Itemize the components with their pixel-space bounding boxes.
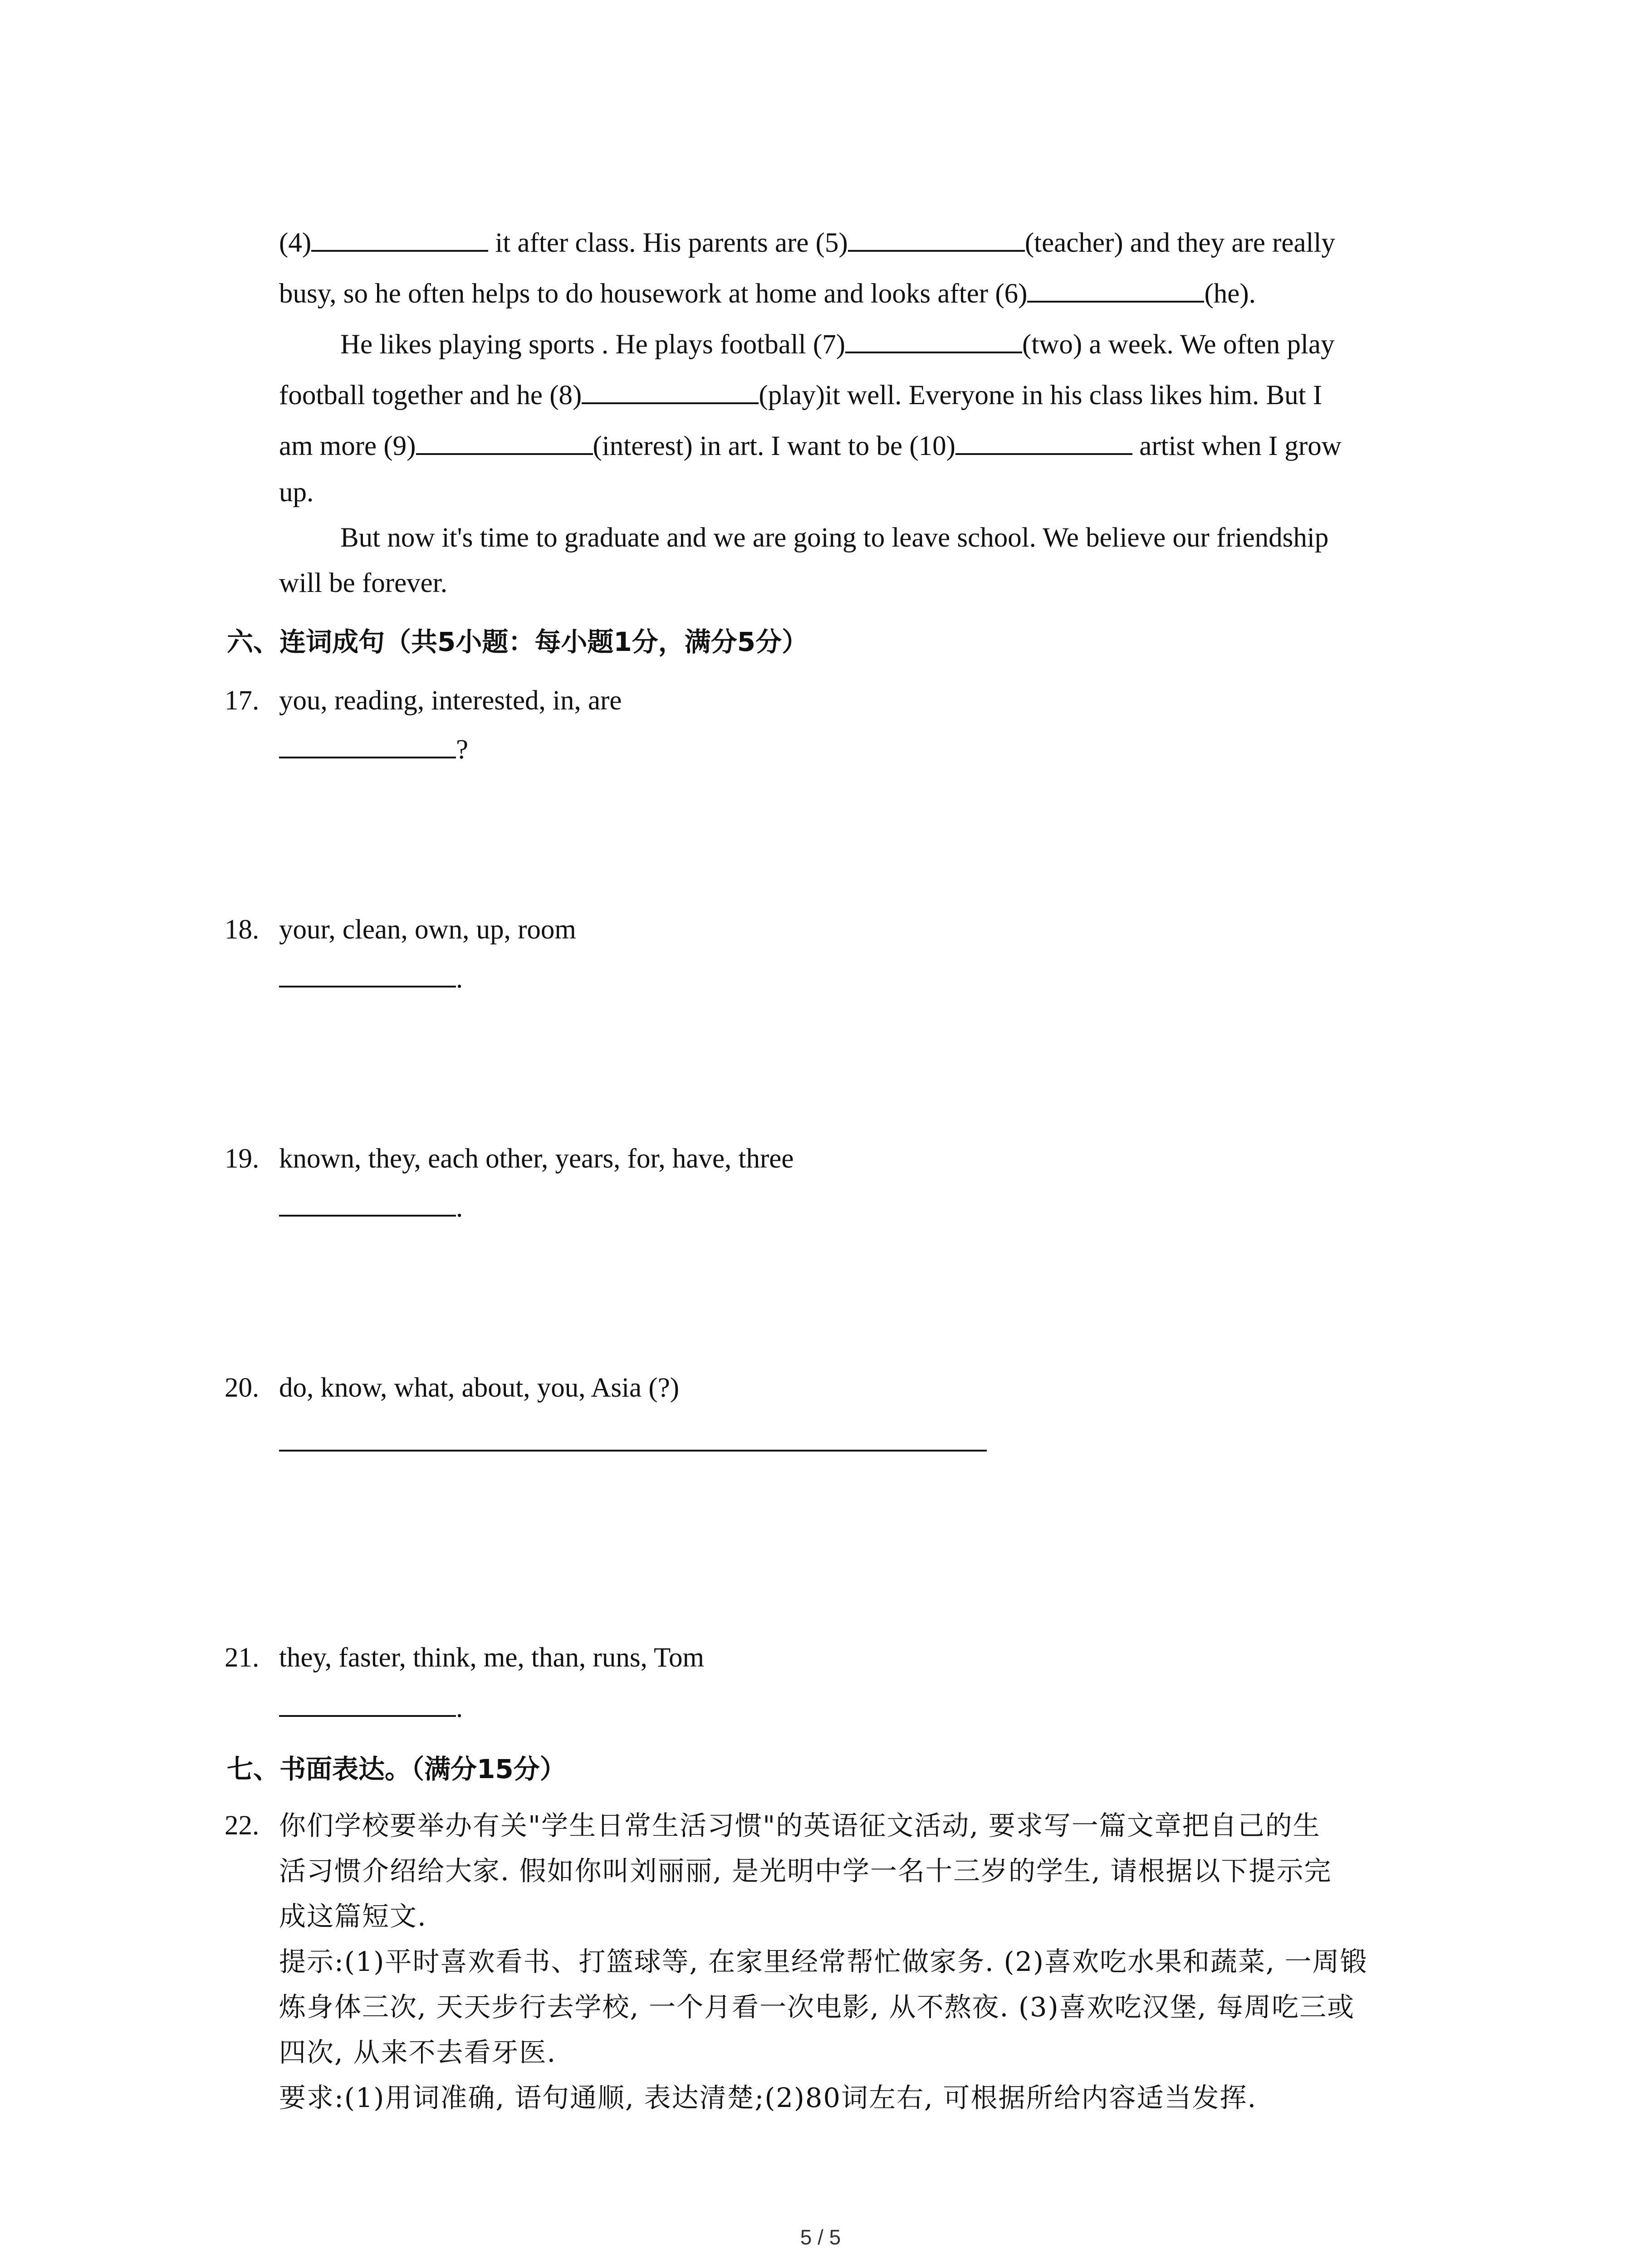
passage-text: (play)it well. Everyone in his class likes him. But I [759, 380, 1323, 411]
passage-line-6: up. [279, 477, 314, 508]
answer-end-mark: . [456, 963, 463, 994]
question-17-words: you, reading, interested, in, are [279, 685, 622, 716]
answer-blank-4[interactable] [311, 225, 488, 252]
passage-text: (teacher) and they are really [1024, 228, 1335, 258]
answer-blank-9[interactable] [416, 428, 593, 455]
passage-text: am more (9) [279, 431, 416, 461]
question-21-answer [279, 1690, 463, 1726]
question-number: 18. [225, 914, 260, 945]
answer-blank-5[interactable] [848, 225, 1025, 252]
passage-line-3 [340, 326, 1334, 363]
question-number: 22. [225, 1810, 260, 1841]
writing-hint-line: 四次, 从来不去看牙医. [279, 2037, 557, 2068]
passage-text: (interest) in art. I want to be (10) [593, 431, 955, 461]
passage-text: (4) [279, 228, 312, 258]
question-number: 20. [225, 1373, 260, 1403]
passage-line-2 [279, 275, 1256, 312]
question-number: 19. [225, 1144, 260, 1174]
passage-text: artist when I grow [1132, 431, 1342, 461]
writing-prompt-line: 成这篇短文. [279, 1901, 427, 1932]
passage-line-1 [279, 225, 1335, 261]
answer-blank-19[interactable] [279, 1189, 456, 1217]
answer-blank-20[interactable] [279, 1424, 987, 1452]
passage-text: busy, so he often helps to do housework at home and looks after (6) [279, 279, 1028, 309]
answer-blank-6[interactable] [1027, 275, 1204, 303]
question-21-words: they, faster, think, me, than, runs, Tom [279, 1642, 704, 1673]
passage-text: it after class. His parents are (5) [488, 228, 848, 258]
passage-line-8: will be forever. [279, 568, 447, 598]
answer-end-mark: . [456, 1693, 463, 1723]
answer-blank-8[interactable] [582, 377, 759, 404]
section-7-title: 七、书面表达。（满分15分） [227, 1754, 566, 1784]
writing-prompt-line: 活习惯介绍给大家. 假如你叫刘丽丽, 是光明中学一名十三岁的学生, 请根据以下提示完 [279, 1855, 1332, 1887]
passage-line-4 [279, 377, 1322, 414]
answer-blank-7[interactable] [845, 326, 1022, 353]
page-number: 5 / 5 [800, 2225, 841, 2249]
passage-line-7: But now it's time to graduate and we are going to leave school. We believe our friendship [340, 523, 1329, 553]
question-18-answer [279, 960, 463, 997]
writing-requirements-line: 要求:(1)用词准确, 语句通顺, 表达清楚;(2)80词左右, 可根据所给内容适当发挥. [279, 2082, 1257, 2113]
passage-text: (he). [1204, 279, 1256, 309]
passage-line-5 [279, 428, 1342, 464]
passage-text: He likes playing sports . He plays football (7) [340, 329, 846, 360]
writing-hint-line: 炼身体三次, 天天步行去学校, 一个月看一次电影, 从不熬夜. (3)喜欢吃汉堡, 每周吃三或 [279, 1991, 1355, 2023]
question-number: 21. [225, 1642, 260, 1673]
answer-blank-10[interactable] [955, 428, 1132, 455]
answer-blank-18[interactable] [279, 960, 456, 987]
passage-text: (two) a week. We often play [1022, 329, 1335, 360]
writing-hint-line: 提示:(1)平时喜欢看书、打篮球等, 在家里经常帮忙做家务. (2)喜欢吃水果和蔬菜, 一周锻 [279, 1946, 1368, 1977]
answer-end-mark: . [456, 1193, 463, 1223]
question-18-words: your, clean, own, up, room [279, 914, 576, 945]
question-19-answer [279, 1189, 463, 1226]
question-20-words: do, know, what, about, you, Asia (?) [279, 1373, 680, 1403]
answer-end-mark: ? [456, 734, 469, 765]
question-20-answer [279, 1424, 987, 1461]
answer-blank-21[interactable] [279, 1690, 456, 1717]
question-17-answer [279, 731, 468, 768]
passage-text: football together and he (8) [279, 380, 582, 411]
question-number: 17. [225, 685, 260, 716]
question-19-words: known, they, each other, years, for, have, three [279, 1144, 794, 1174]
writing-prompt-line: 你们学校要举办有关"学生日常生活习惯"的英语征文活动, 要求写一篇文章把自己的生 [279, 1810, 1321, 1841]
answer-blank-17[interactable] [279, 731, 456, 758]
section-6-title: 六、连词成句（共5小题：每小题1分，满分5分） [227, 626, 808, 657]
